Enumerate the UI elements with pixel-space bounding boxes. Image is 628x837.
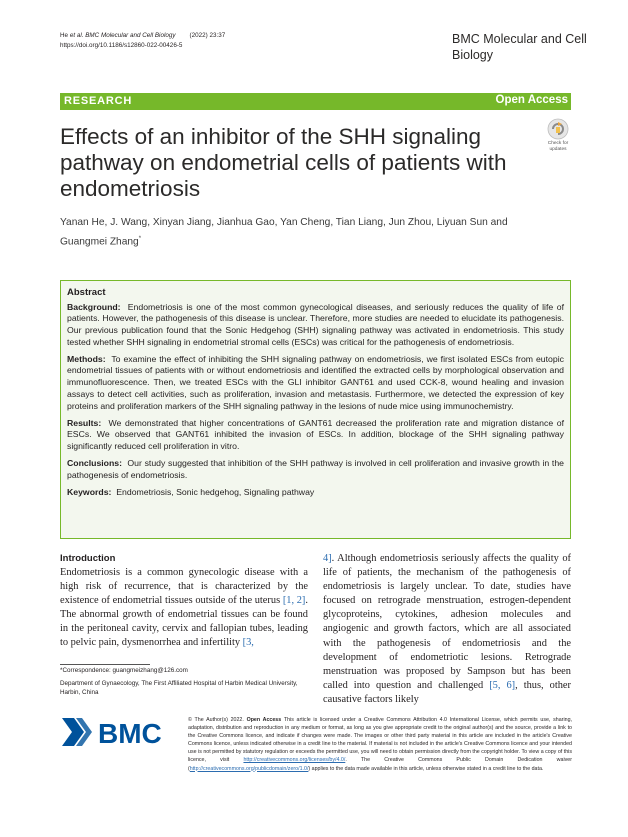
keywords-key: Keywords: <box>67 486 112 497</box>
abstract-methods <box>67 354 564 413</box>
intro-text-a: Endometriosis is a common gynecologic disease with a high risk of recurrence, that is characterized by the existence of endometrial tissues outside of the uterus <box>60 567 308 607</box>
ref-link-3[interactable]: [3, <box>242 637 254 649</box>
article-type-label: RESEARCH <box>64 95 133 107</box>
citation-authors: He <box>60 32 70 39</box>
methods-key: Methods: <box>67 353 106 364</box>
body-column-right <box>323 552 571 707</box>
check-updates-line1: Check for <box>547 141 569 146</box>
abstract-keywords <box>67 487 564 499</box>
body-column-left <box>60 552 308 651</box>
affiliation: Department of Gynaecology, The First Affiliated Hospital of Harbin Medical University, Harbin, China <box>60 680 298 696</box>
public-domain-url-link[interactable]: http://creativecommons.org/publicdomain/zero/1.0/ <box>189 765 309 772</box>
abstract-conclusions <box>67 458 564 482</box>
abstract-box <box>60 280 571 539</box>
intro-text-b: . The abnormal growth of endometrial tissues can be found in the peritoneal cavity, cervix and fallopian tubes, leading to pelvic pain, dysmenorrhea and infertility <box>60 595 309 649</box>
citation-line <box>60 31 225 41</box>
results-key: Results: <box>67 417 102 428</box>
ref-link-4[interactable]: 4] <box>323 553 332 564</box>
check-for-updates-button[interactable] <box>542 118 574 152</box>
author-names: Yanan He, J. Wang, Xinyan Jiang, Jianhua Gao, Yan Cheng, Tian Liang, Jun Zhou, Liyuan Sun and Guangmei Zhang <box>60 217 508 248</box>
results-text: We demonstrated that higher concentrations of GANT61 decreased the proliferation rate and migration distance of ESCs. We observed that GANT61 inhibited the invasion of ESCs. In addition, blockage of the SHH signaling pathway significantly reduced cell proliferation in vitro. <box>67 417 565 452</box>
license-open-access: Open Access <box>246 717 282 723</box>
footnote <box>60 666 310 697</box>
conclusions-text: Our study suggested that inhibition of the SHH pathway is involved in cell proliferation and invasive growth in the pathogenesis of endometriosis. <box>67 458 564 480</box>
license-text-b: This article is licensed under a Creative Commons Attribution 4.0 International License, which permits use, sharing, adaptation, distribution and reproduction in any medium or format, as long as you give appropriate credit to the original author(s) and the source, provide a link to the Creative Commons licence, and indicate if changes were made. The images or other third party material in this article are included in the article's Creative Commons licence, unless indicated otherwise in a credit line to the material. If material is not included in the article's Creative Commons licence and your intended use is not permitted by statutory regulation or exceeds the permitted use, you will need to obtain permission directly from the copyright holder. To view a copy of this licence, visit <box>188 717 572 764</box>
citation-year: (2022) 23:37 <box>189 32 226 39</box>
doi-link[interactable]: https://doi.org/10.1186/s12860-022-00426-5 <box>60 42 183 49</box>
abstract-background <box>67 302 564 349</box>
intro-text-c: . Although endometriosis seriously affects the quality of life of patients, the mechanism of the pathogenesis of endometriosis is largely unclear. To date, studies have focused on retrograde menstruation, estrogen-dependent glycoproteins, cytokines, adhesion molecules and angiogenic and growth factors, which are all associated with the pathogenesis of endometriosis and the development of endometriotic lesions. Retrograde menstruation was proposed by Sampson but has been called into question and challenged <box>323 553 571 691</box>
open-access-label: Open Access <box>495 94 568 106</box>
corresponding-author-mark: * <box>138 236 142 242</box>
bmc-logo <box>60 712 175 752</box>
methods-text: To examine the effect of inhibiting the SHH signaling pathway on endometriosis, we first isolated ESCs from eutopic endometrial tissues of patients with or without endometriosis and identified the extracted cells by morphological observation and immunofluorescence. Then, we treated ESCs with the GLI inhibitor GANT61 and used CCK-8, wound healing and invasion assays to detect cell activities, such as proliferation, invasion and metastasis. Furthermore, we detected the expression of key proteins and proliferation markers of the SHH signaling pathway in the lesions of nude mice using immunochemistry. <box>67 353 564 411</box>
intro-text-d: , thus, other causative factors likely <box>323 679 571 705</box>
license-text-d: ) applies to the data made available in this article, unless otherwise stated in a credit line to the data. <box>308 765 544 772</box>
check-updates-line2: updates <box>549 147 567 152</box>
journal-name: BMC Molecular and Cell Biology <box>452 32 587 62</box>
ref-link-1-2[interactable]: [1, 2] <box>282 595 306 607</box>
keywords-text: Endometriosis, Sonic hedgehog, Signaling pathway <box>116 486 315 497</box>
footnote-divider <box>60 664 150 665</box>
license-statement <box>188 716 572 773</box>
background-text: Endometriosis is one of the most common gynecological diseases, and seriously reduces the quality of life of patients. However, the pathogenesis of this disease is unclear. Therefore, more studies are needed to elucidate its pathogenesis. Our previous publication found that the Sonic Hedgehog (SHH) signaling pathway was activated in endometriosis. This study tested whether SHH signaling in endometrial stromal cells (ESCs) was critical for the pathogenesis of endometriosis. <box>67 301 565 347</box>
abstract-results <box>67 418 564 453</box>
citation-block <box>60 31 225 51</box>
article-type-banner <box>60 93 571 110</box>
introduction-heading: Introduction <box>60 553 116 564</box>
conclusions-key: Conclusions: <box>67 458 123 469</box>
abstract-heading: Abstract <box>67 287 106 298</box>
license-copyright: © The Author(s) 2022. <box>188 717 247 723</box>
check-updates-icon <box>547 118 569 140</box>
license-url-link[interactable]: http://creativecommons.org/licenses/by/4.0/ <box>243 757 346 764</box>
citation-journal: et al. BMC Molecular and Cell Biology <box>69 32 176 39</box>
article-title: Effects of an inhibitor of the SHH signaling pathway on endometrial cells of patients with endometriosis <box>60 124 507 201</box>
license-text-c: . The Creative Commons Public Domain Dedication waiver ( <box>188 757 572 772</box>
bmc-logo-text: BMC <box>98 718 162 749</box>
correspondence: *Correspondence: guangmeizhang@126.com <box>60 667 188 674</box>
ref-link-5-6[interactable]: [5, 6] <box>489 679 516 691</box>
background-key: Background: <box>67 301 121 312</box>
author-list <box>60 214 520 250</box>
